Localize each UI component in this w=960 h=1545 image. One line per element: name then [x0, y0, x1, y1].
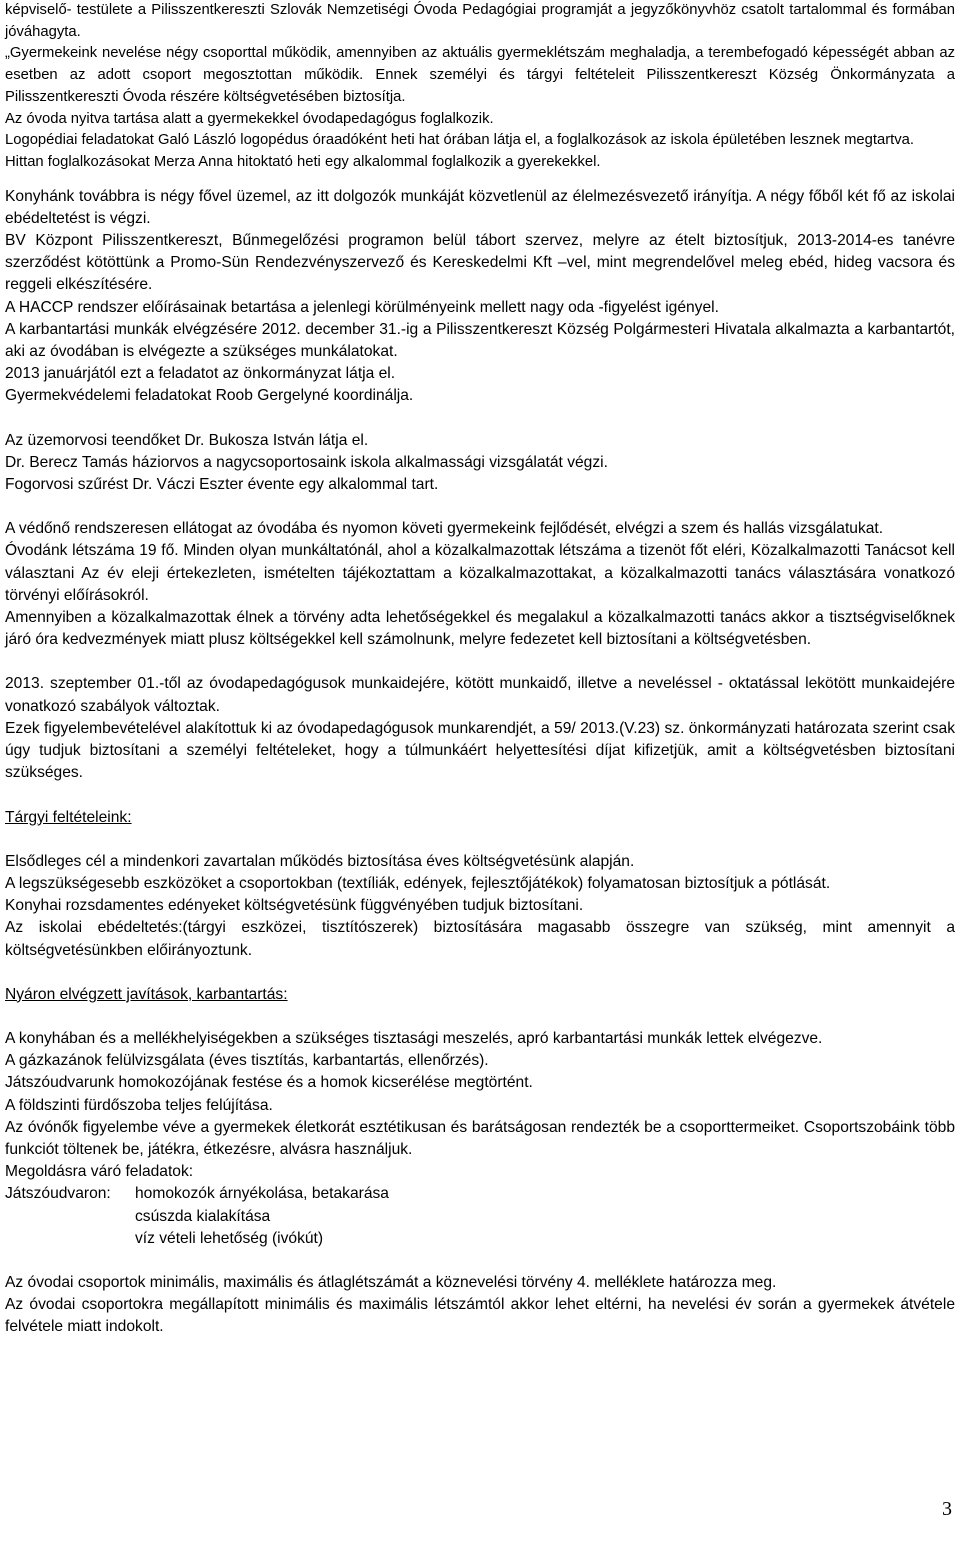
paragraph: A konyhában és a mellékhelyiségekben a szükséges tisztasági meszelés, apró karbantartási munkák lettek elvégezve. [5, 1029, 823, 1047]
paragraph: Játszóudvarunk homokozójának festése és a homok kicserélése megtörtént. [5, 1074, 533, 1092]
paragraph: Az iskolai ebédeltetés:(tárgyi eszközei, tisztítószerek) biztosítására magasabb összegre van szükség, mint amennyit a költségvetésünkben előirányoztunk. [5, 919, 955, 959]
section-heading: Tárgyi feltételeink: [5, 808, 132, 826]
kitchen-section [5, 186, 955, 408]
paragraph: 2013. szeptember 01.-től az óvodapedagógusok munkaidejére, kötött munkaidő, illetve a neveléssel - oktatással lekötött munkaidejére vonatkozó szabályok változtak. [5, 675, 955, 715]
paragraph: A legszükségesebb eszközöket a csoportokban (textíliák, edények, fejlesztőjátékok) folyamatosan biztosítjuk a pótlását. [5, 874, 831, 892]
paragraph: A HACCP rendszer előírásainak betartása a jelenlegi körülményeink mellett nagy oda -figyelést igényel. [5, 298, 719, 316]
paragraph: A gázkazánok felülvizsgálata (éves tisztítás, karbantartás, ellenőrzés). [5, 1052, 489, 1070]
paragraph: Megoldásra váró feladatok: [5, 1163, 194, 1181]
paragraph: A védőnő rendszeresen ellátogat az óvodába és nyomon követi gyermekeink fejlődését, elvégzi a szem és hallás vizsgálatukat. [5, 520, 884, 538]
summer-repairs-section [5, 984, 955, 1250]
paragraph: Gyermekvédelemi feladatokat Roob Gergelyné koordinálja. [5, 387, 414, 405]
paragraph: Elsődleges cél a mindenkori zavartalan működés biztosítása éves költségvetésünk alapján. [5, 852, 635, 870]
paragraph: A karbantartási munkák elvégzésére 2012. december 31.-ig a Pilisszentkereszt Község Polgármesteri Hivatala alkalmazta a karbantartót, aki az óvodában is elvégezte a szükséges munkálatokat. [5, 320, 955, 361]
list-item: víz vételi lehetőség (ivókút) [135, 1229, 324, 1247]
task-list [5, 1183, 955, 1205]
paragraph: A földszinti fürdőszoba teljes felújítása. [5, 1096, 273, 1114]
paragraph: BV Központ Pilisszentkereszt, Bűnmegelőzési programon belül tábort szervez, melyre az ételt biztosítjuk, 2013-2014-es tanévre szerződést kötöttünk a Promo-Sün Rendezvényszervező és Kereskedelmi Kft –vel, mint megrendelővel meleg ebéd, hideg vacsora és reggeli elkészítésére. [5, 232, 955, 294]
list-item: csúszda kialakítása [135, 1207, 271, 1225]
paragraph: Az üzemorvosi teendőket Dr. Bukosza István látja el. [5, 431, 369, 449]
document-body [5, 0, 955, 1339]
intro-section [5, 0, 955, 174]
paragraph: Fogorvosi szűrést Dr. Váczi Eszter évente egy alkalommal tart. [5, 476, 439, 494]
paragraph: Az óvónők figyelembe véve a gyermekek életkorát esztétikusan és barátságosan rendezték be a csoporttermeiket. Csoportszobáink több funkciót töltenek be, játékra, étkezésre, alvásra használjuk. [5, 1118, 955, 1158]
paragraph: Az óvodai csoportok minimális, maximális és átlaglétszámát a köznevelési törvény 4. melléklete határozza meg. [5, 1273, 777, 1291]
paragraph: képviselő- testülete a Pilisszentkereszti Szlovák Nemzetiségi Óvoda Pedagógiai programját a jegyzőkönyvhöz csatolt tartalommal és formában jóváhagyta. [5, 2, 955, 40]
paragraph: „Gyermekeink nevelése négy csoporttal működik, amennyiben az aktuális gyermeklétszám meghaladja, a terembefogadó képességét abban az esetben az adott csoport megosztottan működik. Ennek személyi és tárgyi feltételeit Pilisszentkereszt Község Önkormányzata a Pilisszentkereszti Óvoda részére költségvetésében biztosítja. [5, 45, 955, 105]
paragraph: Hittan foglalkozásokat Merza Anna hitoktató heti egy alkalommal foglalkozik a gyerekekkel. [5, 153, 601, 170]
material-conditions-section [5, 807, 955, 962]
paragraph: Logopédiai feladatokat Galó László logopédus óraadóként heti hat órában látja el, a foglalkozások az iskola épületében lesznek megtartva. [5, 132, 914, 149]
paragraph: Dr. Berecz Tamás háziorvos a nagycsoportosaink iskola alkalmassági vizsgálatát végzi. [5, 453, 608, 471]
paragraph: Konyhai rozsdamentes edényeket költségvetésünk függvényében tudjuk biztosítani. [5, 897, 584, 915]
paragraph: 2013 januárjától ezt a feladatot az önkormányzat látja el. [5, 365, 396, 383]
paragraph: Amennyiben a közalkalmazottak élnek a törvény adta lehetőségekkel és megalakul a közalkalmazotti tanács akkor a tisztségviselőknek járó óra kedvezmények miatt plusz költségekkel kell számolnunk, melyre fedezetet kell biztosítani a költségvetésben. [5, 609, 955, 649]
task-list-label: Játszóudvaron: [5, 1185, 111, 1203]
paragraph: Az óvoda nyitva tartása alatt a gyermekekkel óvodapedagógus foglalkozik. [5, 110, 494, 127]
working-time-section [5, 673, 955, 784]
section-heading: Nyáron elvégzett javítások, karbantartás: [5, 985, 288, 1003]
paragraph: Az óvodai csoportokra megállapított minimális és maximális létszámtól akkor lehet eltérni, ha nevelési év során a gyermekek átvétele felvétele miatt indokolt. [5, 1296, 955, 1336]
paragraph: Óvodánk létszáma 19 fő. Minden olyan munkáltatónál, ahol a közalkalmazottak létszáma a tizenöt főt eléri, Közalkalmazotti Tanácsot kell választani Az év eleji értekezleten, ismételten tájékoztattam a közalkalmazottakat, a közalkalmazotti tanács választására vonatkozó törvényi előírásokról. [5, 542, 955, 604]
staff-section [5, 518, 955, 651]
group-size-section [5, 1272, 955, 1339]
paragraph: Konyhánk továbbra is négy fővel üzemel, az itt dolgozók munkáját közvetlenül az élelmezésvezető irányítja. A négy főből két fő az iskolai ebédeltetést is végzi. [5, 187, 955, 227]
list-item: homokozók árnyékolása, betakarása [135, 1185, 389, 1203]
paragraph: Ezek figyelembevételével alakítottuk ki az óvodapedagógusok munkarendjét, a 59/ 2013.(V.23) sz. önkormányzati határozata szerint csak úgy tudjuk biztosítani a személyi feltételeket, hogy a túlmunkáért helyettesítési díjat kifizetjük, amit a költségvetésben biztosítani szükséges. [5, 719, 955, 782]
medical-section [5, 430, 955, 497]
page-number: 3 [942, 1498, 952, 1520]
